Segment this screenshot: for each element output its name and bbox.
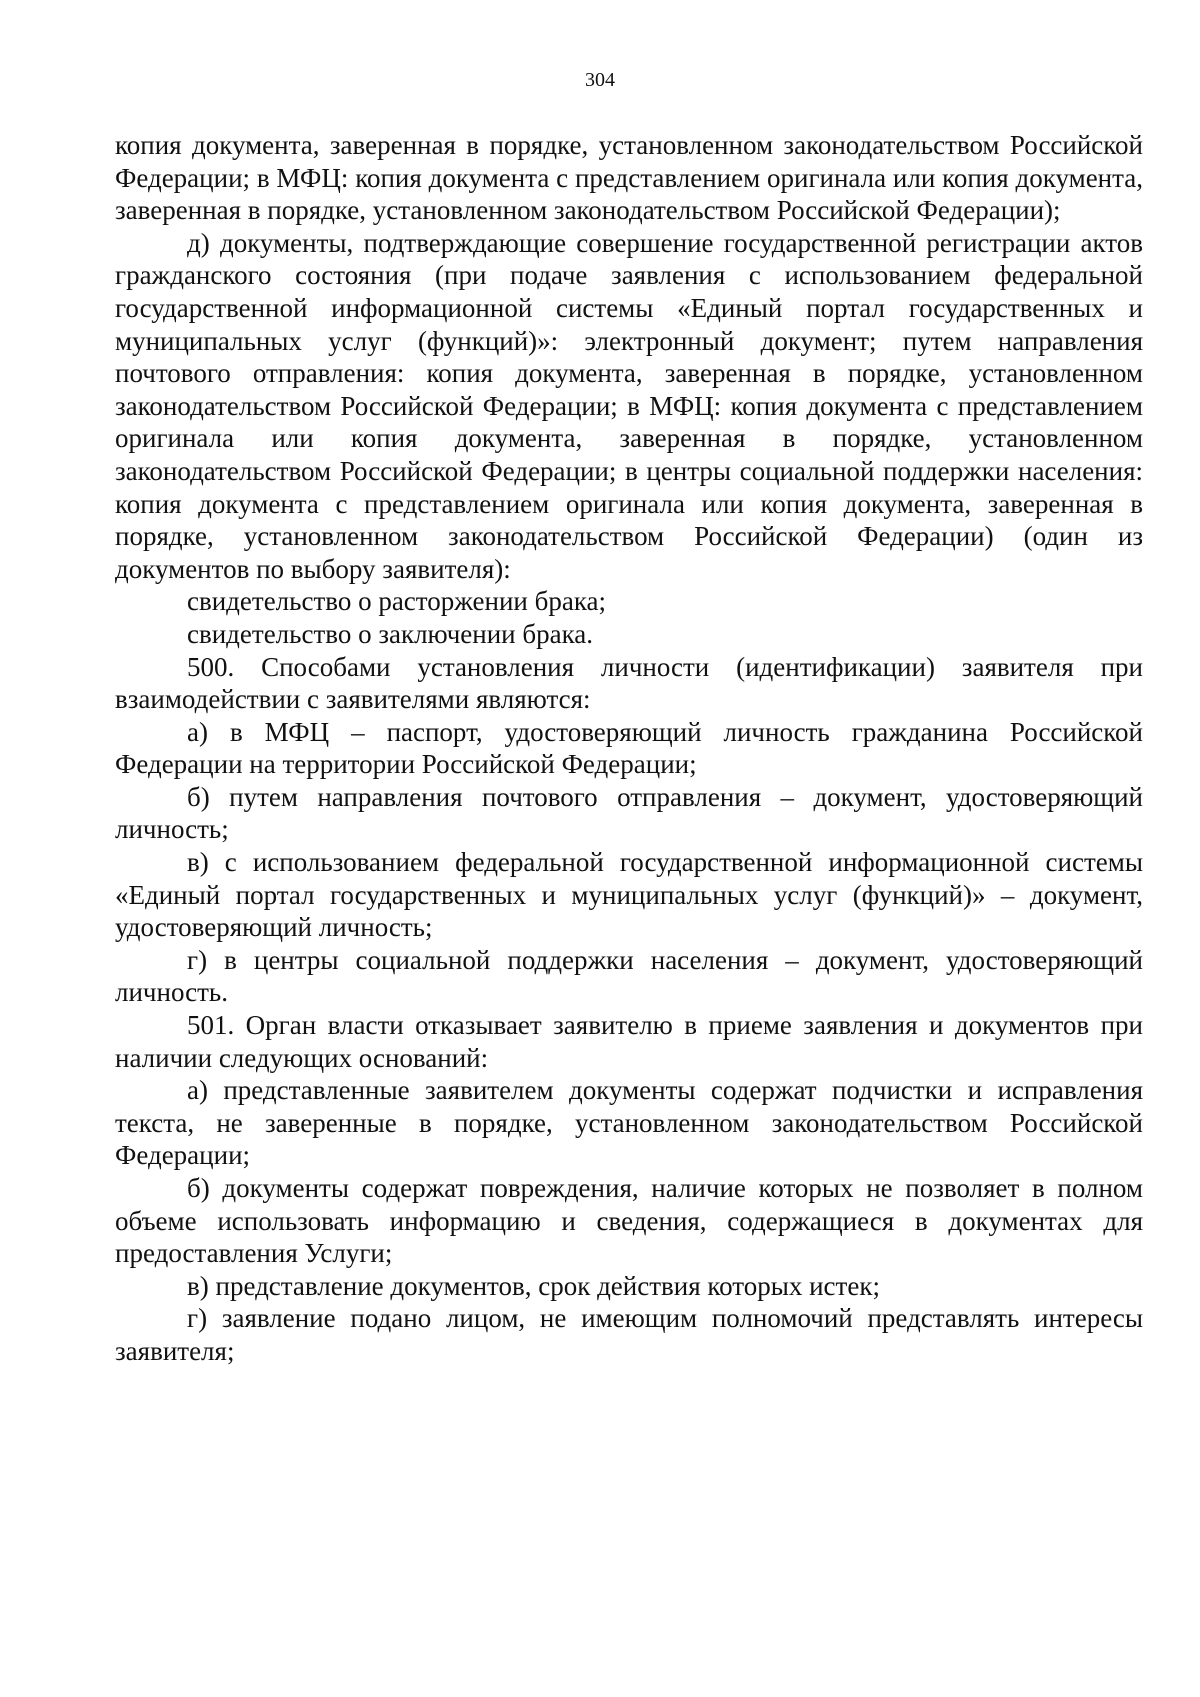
paragraph: б) документы содержат повреждения, наличие которых не позволяет в полном объеме использовать информацию и сведения, содержащиеся в документах для предоставления Услуги; [115,1173,1143,1269]
document-body [115,129,1143,1368]
paragraph: б) путем направления почтового отправления – документ, удостоверяющий личность; [115,781,1143,845]
paragraph: копия документа, заверенная в порядке, установленном законодательством Российской Федерации; в МФЦ: копия документа с представлением оригинала или копия документа, заверенная в порядке, установленном законодательством Российской Федерации); [115,130,1143,226]
paragraph: г) заявление подано лицом, не имеющим полномочий представлять интересы заявителя; [115,1303,1143,1366]
paragraph: 500. Способами установления личности (идентификации) заявителя при взаимодействии с заявителями являются: [115,651,1143,715]
paragraph: д) документы, подтверждающие совершение государственной регистрации актов гражданского состояния (при подаче заявления с использованием федеральной государственной информационной системы «Единый портал государственных и муниципальных услуг (функций)»: электронный документ; путем направления почтового отправления: копия документа, заверенная в порядке, установленном законодательством Российской Федерации; в МФЦ: копия документа с представлением оригинала или копия документа, заверенная в порядке, установленном законодательством Российской Федерации; в центры социальной поддержки населения: копия документа с представлением оригинала или копия документа, заверенная в порядке, установленном законодательством Российской Федерации) (один из документов по выбору заявителя): [115,227,1143,584]
paragraph: 501. Орган власти отказывает заявителю в приеме заявления и документов при наличии следующих оснований: [115,1010,1143,1073]
paragraph: свидетельство о расторжении брака; [187,586,607,617]
paragraph: в) представление документов, срок действия которых истек; [187,1270,880,1301]
paragraph: г) в центры социальной поддержки населения – документ, удостоверяющий личность. [115,944,1143,1008]
paragraph: а) в МФЦ – паспорт, удостоверяющий личность гражданина Российской Федерации на территории Российской Федерации; [115,716,1143,780]
page-number: 304 [585,69,615,91]
paragraph: в) с использованием федеральной государственной информационной системы «Единый портал государственных и муниципальных услуг (функций)» – документ, удостоверяющий личность; [115,847,1143,943]
paragraph: свидетельство о заключении брака. [187,618,594,649]
paragraph: а) представленные заявителем документы содержат подчистки и исправления текста, не заверенные в порядке, установленном законодательством Российской Федерации; [115,1075,1143,1171]
